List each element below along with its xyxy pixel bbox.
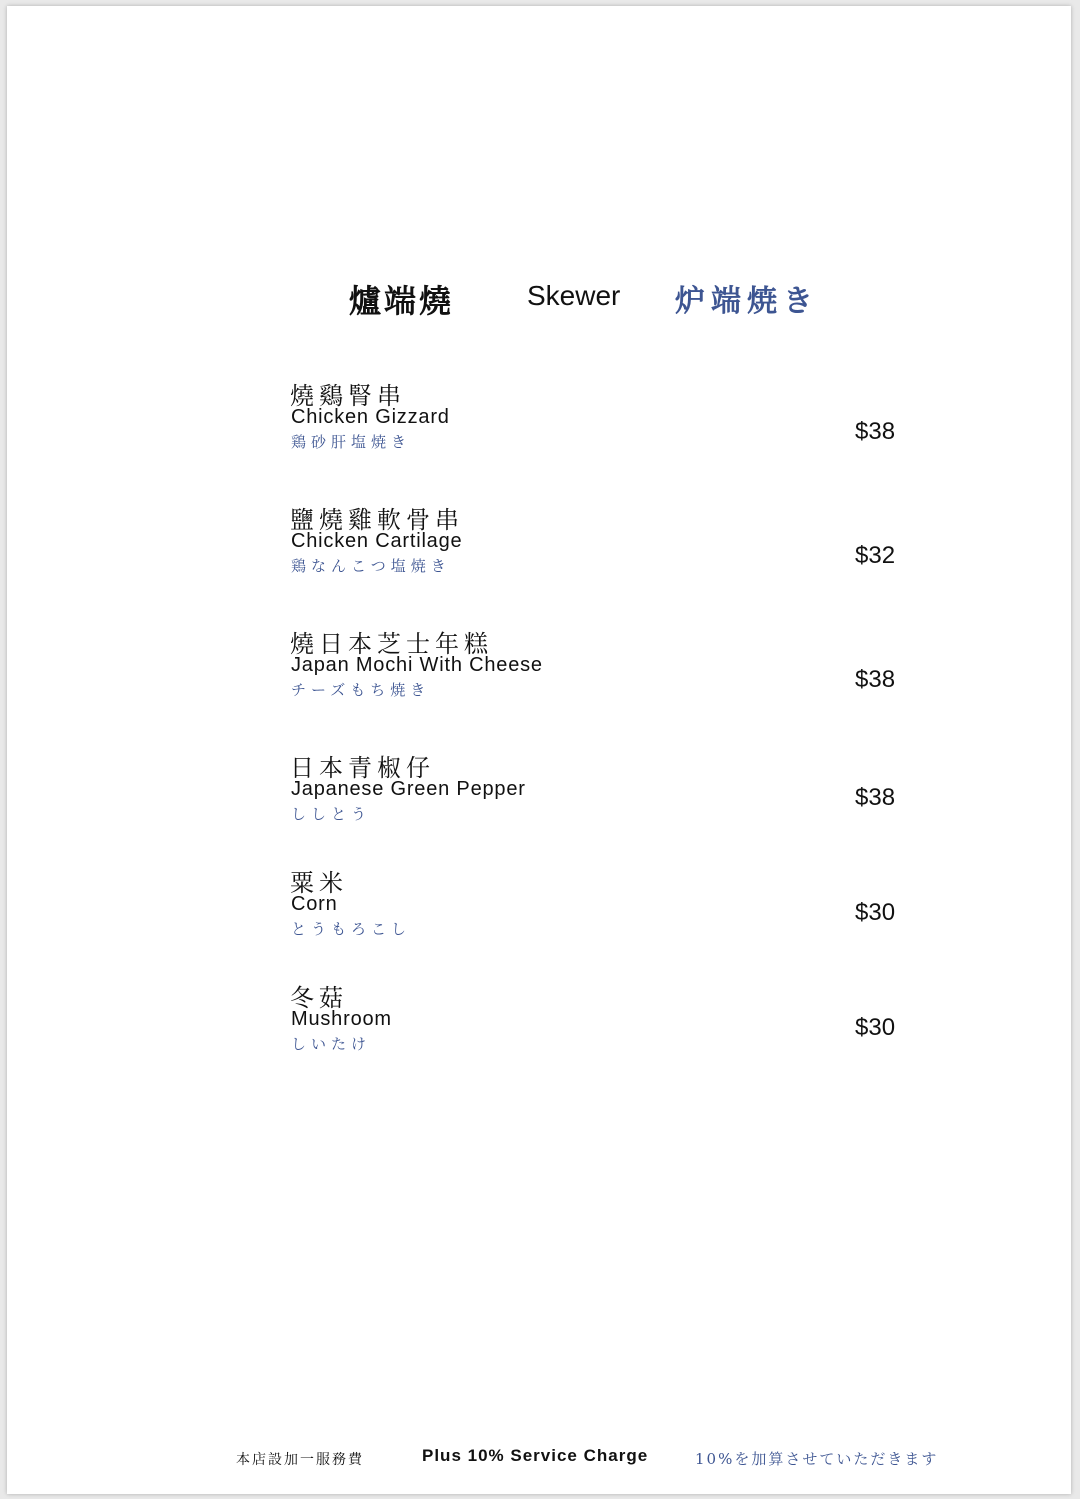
item-name-chinese: 冬菇 <box>290 984 348 1012</box>
menu-item <box>290 978 910 1068</box>
menu-item <box>290 500 910 590</box>
item-name-english: Japan Mochi With Cheese <box>291 654 543 676</box>
menu-item <box>290 376 910 466</box>
item-price: $30 <box>855 1014 896 1041</box>
title-english: Skewer <box>527 280 621 311</box>
menu-item <box>290 863 910 953</box>
service-charge-chinese: 本店設加一服務費 <box>236 1452 364 1468</box>
item-name-japanese: チーズもち焼き <box>291 681 431 699</box>
item-name-japanese: しいたけ <box>291 1035 372 1053</box>
item-name-japanese: 鶏なんこつ塩焼き <box>291 557 451 575</box>
menu-item <box>290 748 910 838</box>
item-name-english: Mushroom <box>291 1008 392 1030</box>
service-charge-japanese: 10%を加算させていただきます <box>695 1450 939 1468</box>
item-name-english: Chicken Gizzard <box>291 406 450 428</box>
menu-title <box>7 276 1071 326</box>
service-charge-english: Plus 10% Service Charge <box>422 1446 649 1465</box>
item-price: $38 <box>855 784 896 811</box>
item-name-chinese: 日本青椒仔 <box>290 754 435 782</box>
item-name-english: Japanese Green Pepper <box>291 778 526 800</box>
item-name-japanese: とうもろこし <box>291 920 412 938</box>
item-name-chinese: 鹽燒雞軟骨串 <box>290 506 464 534</box>
title-chinese: 爐端燒 <box>349 282 455 320</box>
item-name-chinese: 燒鷄腎串 <box>290 382 406 410</box>
item-price: $38 <box>855 666 896 693</box>
item-price: $32 <box>855 542 896 569</box>
item-name-japanese: 鶏砂肝塩焼き <box>291 433 412 451</box>
title-japanese: 炉端焼き <box>675 284 819 319</box>
item-name-english: Chicken Cartilage <box>291 530 463 552</box>
item-name-english: Corn <box>291 893 338 915</box>
menu-item <box>290 624 910 714</box>
item-name-chinese: 粟米 <box>290 869 348 897</box>
menu-page <box>7 6 1071 1494</box>
item-name-chinese: 燒日本芝士年糕 <box>290 630 493 658</box>
item-price: $38 <box>855 418 896 445</box>
service-charge-note <box>7 1446 1071 1470</box>
item-name-japanese: ししとう <box>291 805 372 823</box>
item-price: $30 <box>855 899 896 926</box>
